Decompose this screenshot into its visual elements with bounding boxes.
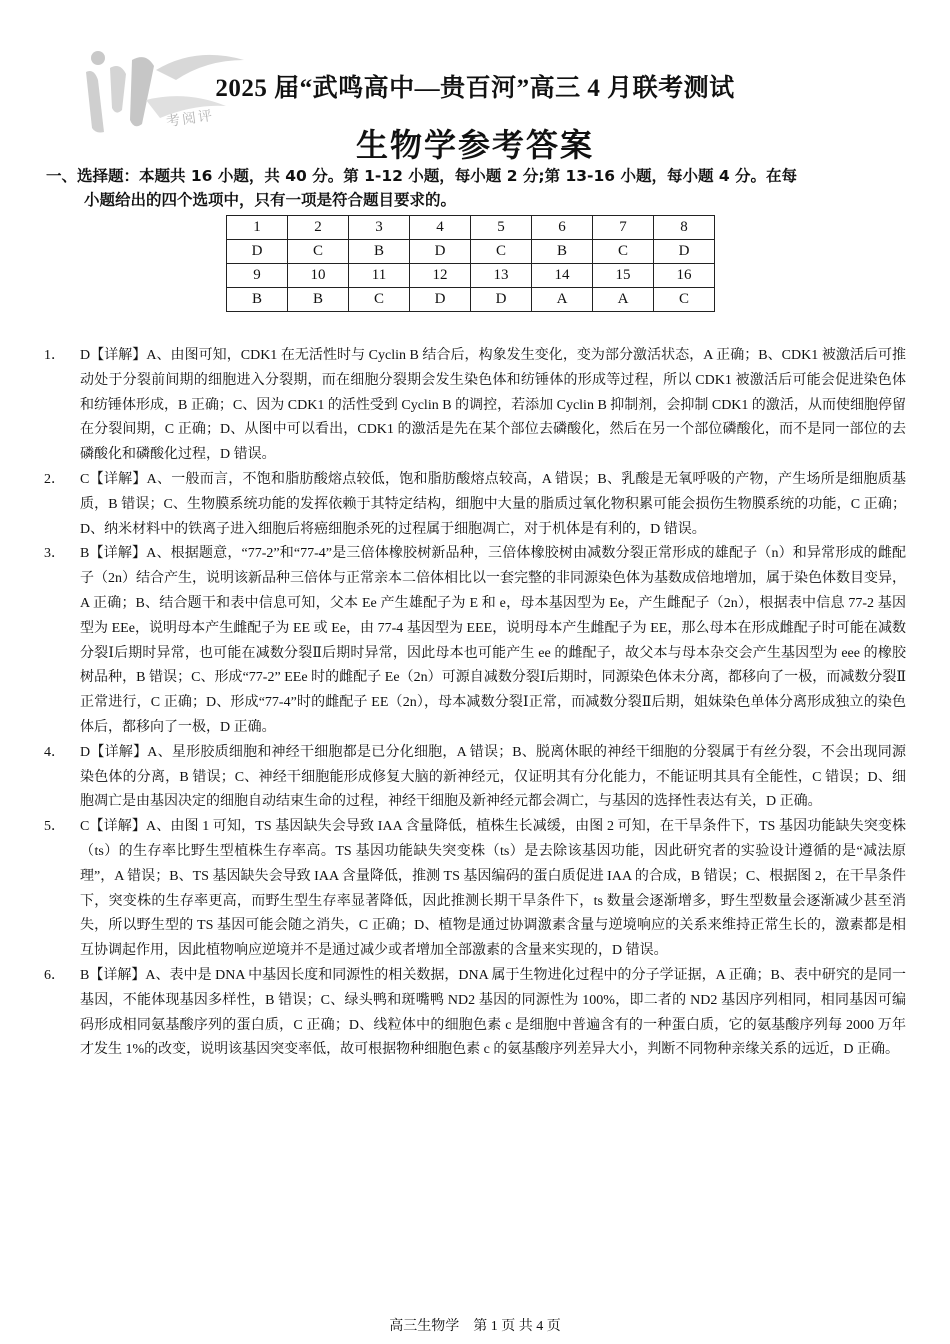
table-row xyxy=(227,216,715,240)
explanation-item xyxy=(44,344,906,468)
document-subtitle: 生物学参考答案 xyxy=(355,126,594,164)
question-number-cell: 12 xyxy=(410,264,471,288)
question-number-cell: 4 xyxy=(410,216,471,240)
explanation-number: 4． xyxy=(44,744,65,760)
explanation-item xyxy=(44,741,906,815)
answer-cell: C xyxy=(654,288,715,312)
answer-cell: B xyxy=(532,240,593,264)
table-row xyxy=(227,240,715,264)
answer-cell: C xyxy=(593,240,654,264)
answer-cell: D xyxy=(227,240,288,264)
explanation-text: B【详解】A、根据题意，“77-2”和“77-4”是三倍体橡胶树新品种，三倍体橡胶树由减数分裂正常形成的雄配子（n）和异常形成的雌配子（2n）结合产生，说明该新品种三倍体与正常亲本二倍体相比以一套完整的非同源染色体为基数成倍地增加，属于染色体数目变异，A 正确；B、结合题干和表中信息可知，父本 Ee 产生雄配子为 E 和 e，母本基因型为 Ee，产生雌配子（2n），根据表中信息 77-2 基因型为 EEe，说明母本产生雌配子为 EE 或 Ee，由 77-4 基因型为 EEE，说明母本产生雌配子为 EE，那么母本在形成雌配子时可能在减数分裂Ⅰ后期时异常，也可能在减数分裂Ⅱ后期时异常，因此母本也可能产生 ee 的雌配子，故父本与母本杂交会产生基因型为 eee 的橡胶树品种，B 错误；C、形成“77-2” EEe 时的雌配子 Ee（2n）可源自减数分裂Ⅰ后期时，同源染色体未分离，都移向了一极，而减数分裂Ⅱ正常进行，C 正确；D、形成“77-4”时的雌配子 EE（2n），母本减数分裂Ⅰ正常，而减数分裂Ⅱ后期，姐妹染色单体分离形成独立的染色体后，都移向了一极，D 正确。 xyxy=(80,546,906,735)
explanation-text: D【详解】A、星形胶质细胞和神经干细胞都是已分化细胞，A 错误；B、脱离休眠的神经干细胞的分裂属于有丝分裂，不会出现同源染色体的分离，B 错误；C、神经干细胞能形成修复大脑的新神经元，仅证明其有分化能力，不能证明其具有全能性，C 错误；D、细胞凋亡是由基因决定的细胞自动结束生命的过程，神经干细胞及新神经元都会凋亡，与基因的选择性表达有关，D 正确。 xyxy=(80,744,906,810)
question-number-cell: 11 xyxy=(349,264,410,288)
question-number-cell: 7 xyxy=(593,216,654,240)
answer-cell: A xyxy=(593,288,654,312)
question-number-cell: 6 xyxy=(532,216,593,240)
answer-cell: D xyxy=(410,240,471,264)
question-number-cell: 3 xyxy=(349,216,410,240)
question-number-cell: 2 xyxy=(288,216,349,240)
logo-text: 考阅评 xyxy=(165,107,216,131)
question-number-cell: 10 xyxy=(288,264,349,288)
section-heading xyxy=(46,164,908,212)
explanation-text: C【详解】A、一般而言，不饱和脂肪酸熔点较低，饱和脂肪酸熔点较高，A 错误；B、乳酸是无氧呼吸的产物，产生场所是细胞质基质，B 错误；C、生物膜系统功能的发挥依赖于其特定结构，细胞中大量的脂质过氧化物积累可能会损伤生物膜系统的功能，C 正确；D、纳米材料中的铁离子进入细胞后将癌细胞杀死的过程属于细胞凋亡，对于机体是有利的，D 错误。 xyxy=(80,471,906,537)
explanation-item xyxy=(44,468,906,542)
explanations-list xyxy=(44,344,906,1063)
section-heading-line1: 一、选择题：本题共 16 小题，共 40 分。第 1-12 小题，每小题 2 分;第 13-16 小题，每小题 4 分。在每 xyxy=(46,167,798,185)
question-number-cell: 9 xyxy=(227,264,288,288)
answer-cell: B xyxy=(227,288,288,312)
answer-table xyxy=(226,215,715,312)
answer-cell: D xyxy=(410,288,471,312)
exam-title: 2025 届“武鸣高中—贵百河”高三 4 月联考测试 xyxy=(215,75,735,102)
explanation-item xyxy=(44,815,906,964)
question-number-cell: 5 xyxy=(471,216,532,240)
explanation-item xyxy=(44,542,906,740)
answer-cell: B xyxy=(349,240,410,264)
explanation-number: 1． xyxy=(44,348,65,363)
question-number-cell: 14 xyxy=(532,264,593,288)
explanation-number: 5． xyxy=(44,819,65,835)
answer-cell: C xyxy=(349,288,410,312)
table-row xyxy=(227,264,715,288)
question-number-cell: 8 xyxy=(654,216,715,240)
answer-cell: D xyxy=(654,240,715,264)
table-row xyxy=(227,288,715,312)
question-number-cell: 1 xyxy=(227,216,288,240)
question-number-cell: 13 xyxy=(471,264,532,288)
question-number-cell: 15 xyxy=(593,264,654,288)
explanation-number: 6． xyxy=(44,967,65,983)
explanation-number: 3． xyxy=(44,546,65,562)
explanation-text: C【详解】A、由图 1 可知，TS 基因缺失会导致 IAA 含量降低，植株生长减缓，由图 2 可知，在干旱条件下，TS 基因功能缺失突变株（ts）的生存率比野生型植株生存率高。TS 基因功能缺失突变株（ts）是去除该基因功能，因此研究者的实验设计遵循的是“减法原理”，A 错误；B、TS 基因缺失会导致 IAA 含量降低，推测 TS 基因编码的蛋白质促进 IAA 的合成，B 错误；C、根据图 2，在干旱条件下，突变株的生存率更高，而野生型生存率显著降低，因此推测长期干旱条件下，ts 数量会逐渐增多，野生型数量会逐渐减少甚至消失，所以野生型的 TS 基因可能会随之消失，C 正确；D、植物是通过协调激素含量与逆境响应的关系来维持正常生长的，激素都是相互协调起作用，因此植物响应逆境并不是通过减少或者增加全部激素的含量来实现的，D 错误。 xyxy=(80,819,906,959)
question-number-cell: 16 xyxy=(654,264,715,288)
explanation-text: D【详解】A、由图可知，CDK1 在无活性时与 Cyclin B 结合后，构象发生变化，变为部分激活状态，A 正确；B、CDK1 被激活后可推动处于分裂前间期的细胞进入分裂期，而在细胞分裂期会发生染色体和纺锤体的形成等过程，所以 CDK1 被激活后可能会促进染色体和纺锤体形成，B 正确；C、因为 CDK1 的活性受到 Cyclin B 的调控，若添加 Cyclin B 抑制剂，会抑制 CDK1 的激活，从而使细胞停留在分裂间期，C 正确；D、从图中可以看出，CDK1 的激活是先在某个部位去磷酸化，然后在另一个部位磷酸化，而不是同一部位的去磷酸化和磷酸化过程，D 错误。 xyxy=(80,348,906,463)
explanation-number: 2． xyxy=(44,471,65,487)
answer-cell: C xyxy=(288,240,349,264)
answer-cell: B xyxy=(288,288,349,312)
answer-cell: C xyxy=(471,240,532,264)
page-footer: 高三生物学 第 1 页 共 4 页 xyxy=(389,1319,561,1334)
explanation-item xyxy=(44,964,906,1063)
explanation-text: B【详解】A、表中是 DNA 中基因长度和同源性的相关数据，DNA 属于生物进化过程中的分子学证据，A 正确；B、表中研究的是同一基因，不能体现基因多样性，B 错误；C、绿头鸭和斑嘴鸭 ND2 基因的同源性为 100%，即二者的 ND2 基因序列相同，相同基因可编码形成相同氨基酸序列的蛋白质，C 正确；D、线粒体中的细胞色素 c 是细胞中普遍含有的一种蛋白质，它的氨基酸序列每 2000 万年才发生 1%的改变，说明该基因突变率低，故可根据物种细胞色素 c 的氨基酸序列差异大小，判断不同物种亲缘关系的远近，D 正确。 xyxy=(80,967,906,1058)
answer-cell: D xyxy=(471,288,532,312)
answer-cell: A xyxy=(532,288,593,312)
section-heading-line2: 小题给出的四个选项中，只有一项是符合题目要求的。 xyxy=(84,191,457,209)
